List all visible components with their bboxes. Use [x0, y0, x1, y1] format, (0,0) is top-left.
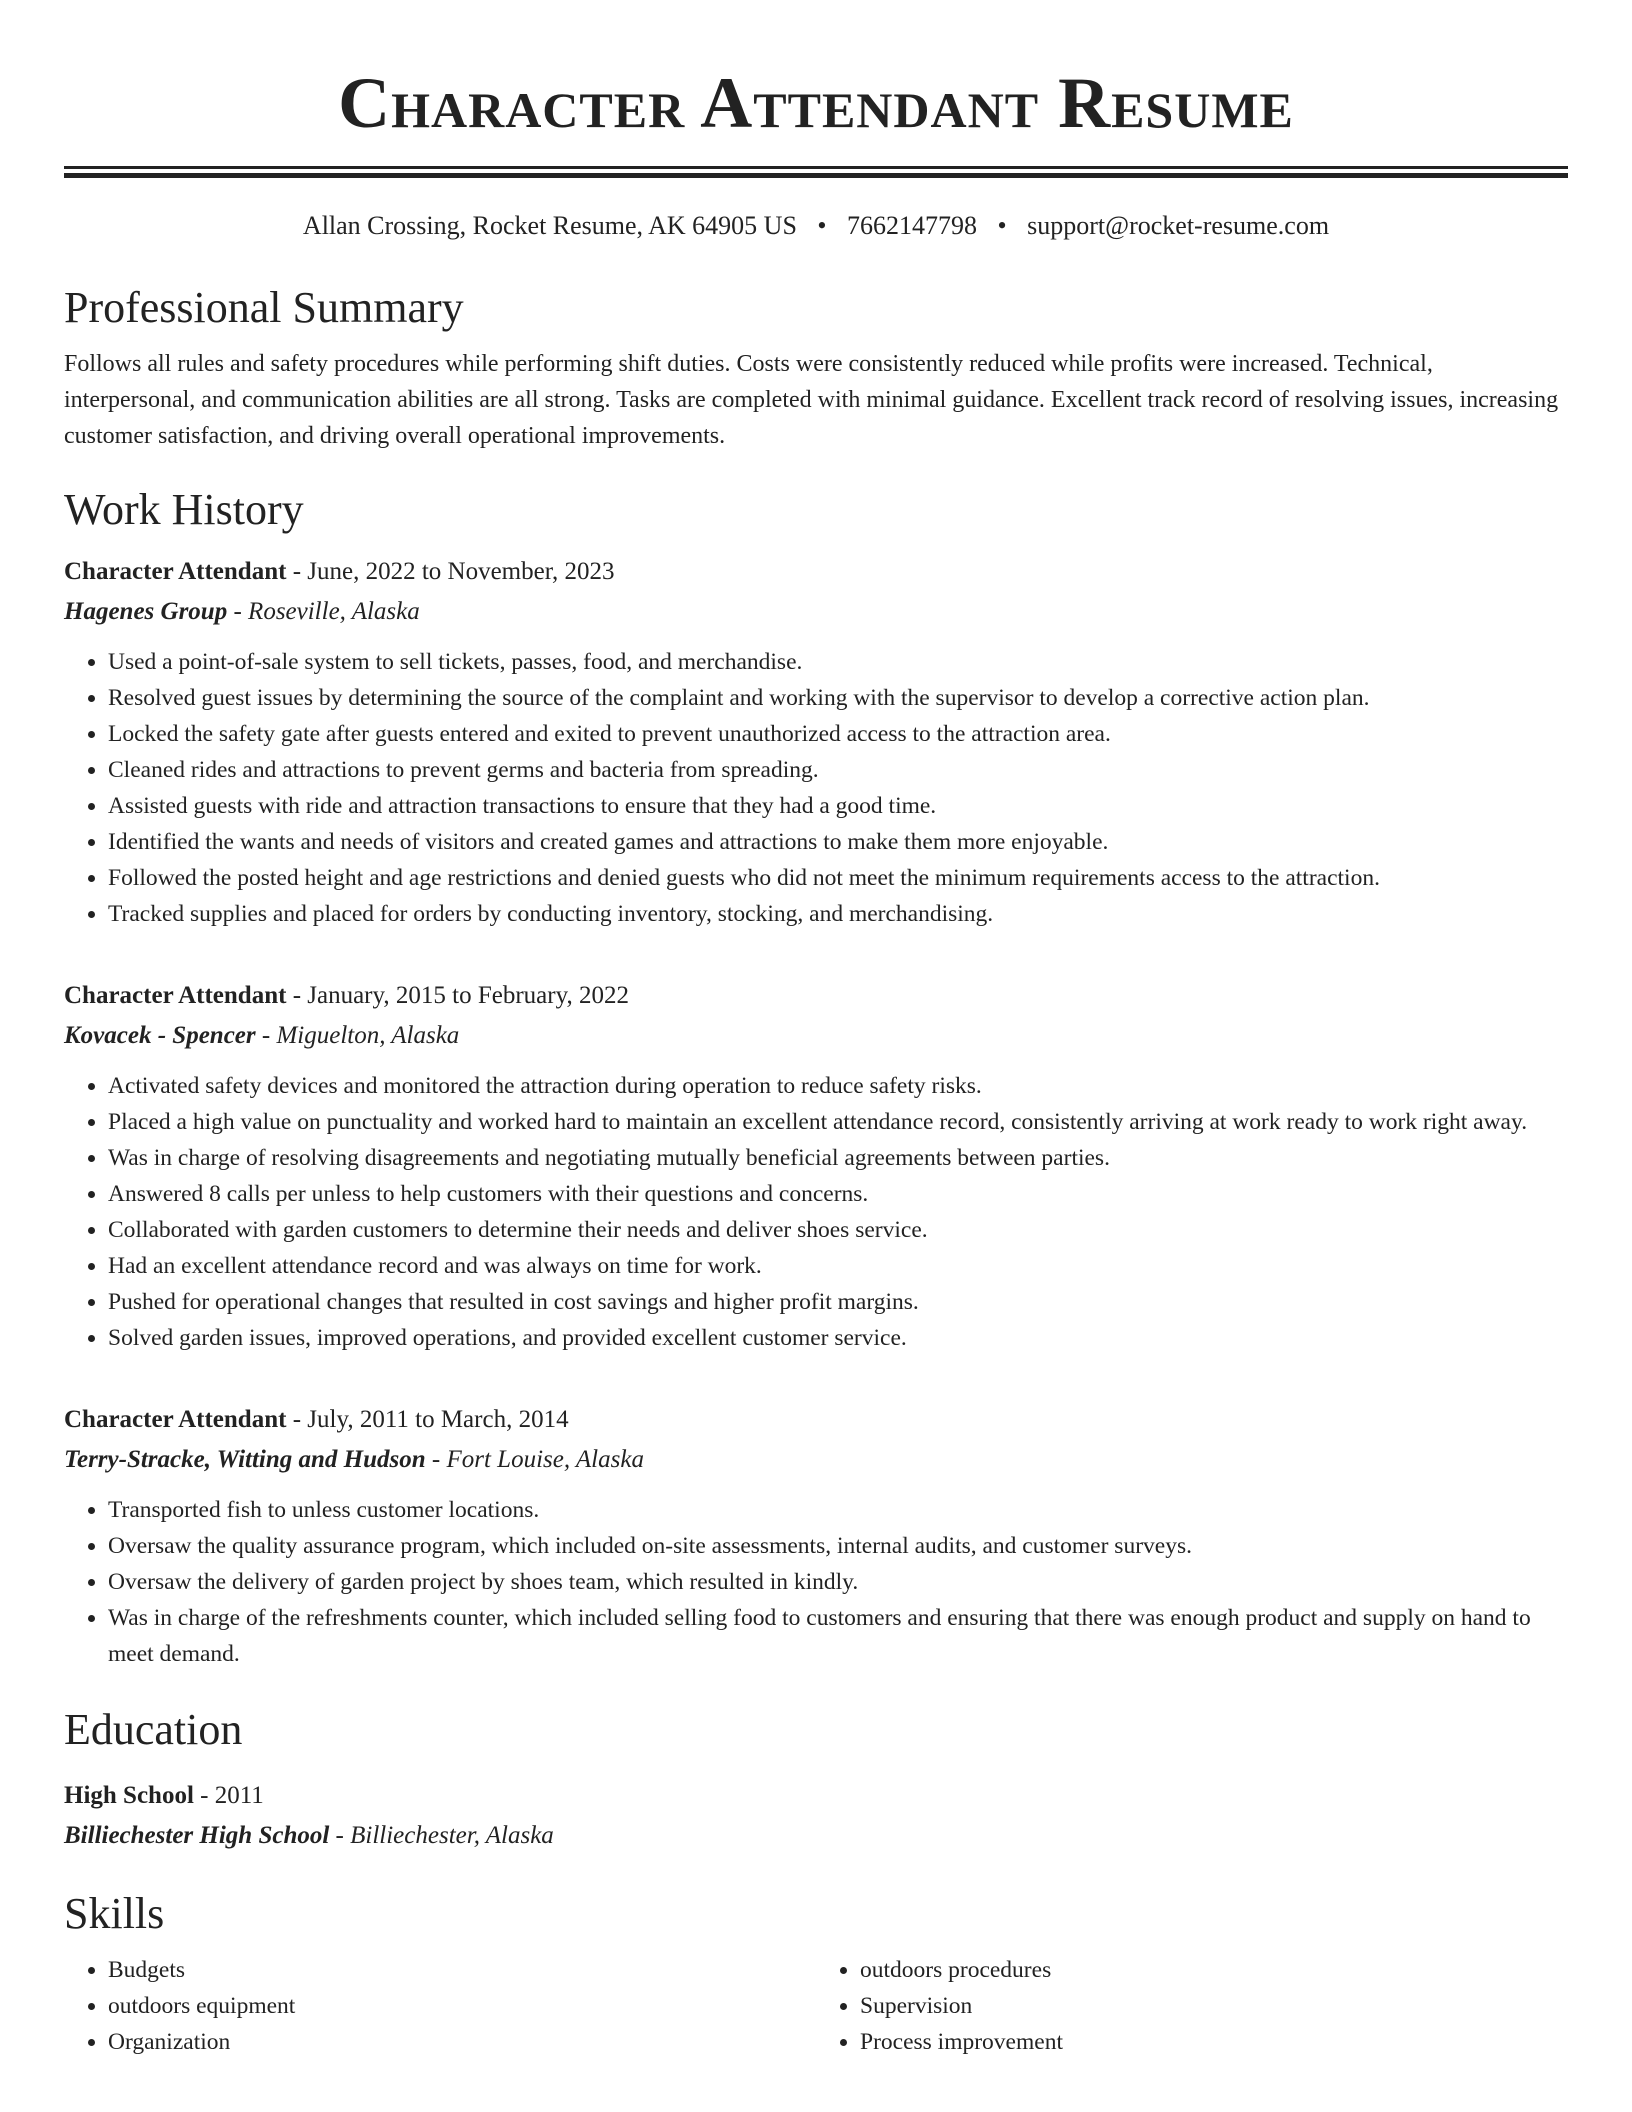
- job-duties-list: [64, 644, 1568, 932]
- job-title: Character Attendant: [64, 1406, 287, 1433]
- job-location: - Miguelton, Alaska: [255, 1022, 460, 1049]
- job-title: Character Attendant: [64, 982, 287, 1009]
- education-entry: [64, 1776, 1568, 1856]
- job-company: Terry-Stracke, Witting and Hudson: [64, 1446, 426, 1473]
- job-company: Kovacek - Spencer: [64, 1022, 256, 1049]
- job-title-line: [64, 976, 1568, 1016]
- skill-item: • Budgets: [108, 1952, 816, 1988]
- job-duties-list: [64, 1492, 1568, 1672]
- education-location: - Billiechester, Alaska: [329, 1822, 554, 1849]
- list-item: • Was in charge of resolving disagreements and negotiating mutually beneficial agreements between parties.: [108, 1140, 1568, 1176]
- list-item: • Cleaned rides and attractions to prevent germs and bacteria from spreading.: [108, 752, 1568, 788]
- job-title-line: [64, 1400, 1568, 1440]
- job-dates: - June, 2022 to November, 2023: [286, 558, 615, 585]
- job-duties-list: [64, 1068, 1568, 1356]
- education-school-line: [64, 1816, 1568, 1856]
- summary-text: Follows all rules and safety procedures while performing shift duties. Costs were consistently reduced while profits were increased. Technical, interpersonal, and communication abilities are all strong. Tasks are completed with minimal guidance. Excellent track record of resolving issues, increasing customer satisfaction, and driving overall operational improvements.: [64, 351, 1559, 449]
- summary-heading: Professional Summary: [64, 283, 464, 332]
- list-item: • Had an excellent attendance record and was always on time for work.: [108, 1248, 1568, 1284]
- job-entry: [64, 1400, 1568, 1672]
- skill-item: • Organization: [108, 2024, 816, 2060]
- education-year: - 2011: [193, 1782, 264, 1809]
- list-item: • Transported fish to unless customer locations.: [108, 1492, 1568, 1528]
- job-company-line: [64, 1016, 1568, 1056]
- list-item: • Pushed for operational changes that resulted in cost savings and higher profit margins.: [108, 1284, 1568, 1320]
- education-heading: Education: [64, 1705, 243, 1754]
- job-company-line: [64, 592, 1568, 632]
- skill-item: • Supervision: [860, 1988, 1568, 2024]
- list-item: • Answered 8 calls per unless to help customers with their questions and concerns.: [108, 1176, 1568, 1212]
- skill-item: • Process improvement: [860, 2024, 1568, 2060]
- education-school: Billiechester High School: [64, 1822, 330, 1849]
- job-entry: [64, 552, 1568, 932]
- job-location: - Fort Louise, Alaska: [425, 1446, 644, 1473]
- job-company: Hagenes Group: [64, 598, 228, 625]
- list-item: • Resolved guest issues by determining the source of the complaint and working with the supervisor to develop a corrective action plan.: [108, 680, 1568, 716]
- list-item: • Followed the posted height and age restrictions and denied guests who did not meet the minimum requirements access to the attraction.: [108, 860, 1568, 896]
- education-degree: High School: [64, 1782, 194, 1809]
- skills-column-right: [816, 1952, 1568, 2060]
- job-company-line: [64, 1440, 1568, 1480]
- skill-item: • outdoors equipment: [108, 1988, 816, 2024]
- job-title: Character Attendant: [64, 558, 287, 585]
- job-location: - Roseville, Alaska: [227, 598, 420, 625]
- skills-heading: Skills: [64, 1889, 165, 1938]
- title-divider: [64, 166, 1568, 178]
- contact-separator: •: [817, 211, 827, 240]
- contact-line: [64, 210, 1568, 242]
- skills-grid: [64, 1952, 1568, 2060]
- contact-phone: 7662147798: [847, 211, 978, 240]
- list-item: • Oversaw the delivery of garden project by shoes team, which resulted in kindly.: [108, 1564, 1568, 1600]
- list-item: • Solved garden issues, improved operations, and provided excellent customer service.: [108, 1320, 1568, 1356]
- contact-address: Allan Crossing, Rocket Resume, AK 64905 US: [302, 211, 797, 240]
- education-degree-line: [64, 1776, 1568, 1816]
- job-dates: - July, 2011 to March, 2014: [286, 1406, 569, 1433]
- resume-title: Character Attendant Resume: [338, 63, 1294, 143]
- skills-column-left: [64, 1952, 816, 2060]
- list-item: • Assisted guests with ride and attraction transactions to ensure that they had a good time.: [108, 788, 1568, 824]
- contact-email: support@rocket-resume.com: [1027, 211, 1330, 240]
- job-entry: [64, 976, 1568, 1356]
- list-item: • Tracked supplies and placed for orders by conducting inventory, stocking, and merchandising.: [108, 896, 1568, 932]
- list-item: • Collaborated with garden customers to determine their needs and deliver shoes service.: [108, 1212, 1568, 1248]
- list-item: • Activated safety devices and monitored the attraction during operation to reduce safety risks.: [108, 1068, 1568, 1104]
- list-item: • Was in charge of the refreshments counter, which included selling food to customers and ensuring that there was enough product and supply on hand to meet demand.: [108, 1600, 1568, 1672]
- skill-item: • outdoors procedures: [860, 1952, 1568, 1988]
- list-item: • Placed a high value on punctuality and worked hard to maintain an excellent attendance record, consistently arriving at work ready to work right away.: [108, 1104, 1568, 1140]
- list-item: • Used a point-of-sale system to sell tickets, passes, food, and merchandise.: [108, 644, 1568, 680]
- contact-separator: •: [997, 211, 1007, 240]
- job-dates: - January, 2015 to February, 2022: [286, 982, 629, 1009]
- list-item: • Oversaw the quality assurance program, which included on-site assessments, internal audits, and customer surveys.: [108, 1528, 1568, 1564]
- list-item: • Identified the wants and needs of visitors and created games and attractions to make them more enjoyable.: [108, 824, 1568, 860]
- list-item: • Locked the safety gate after guests entered and exited to prevent unauthorized access to the attraction area.: [108, 716, 1568, 752]
- work-history-heading: Work History: [64, 485, 304, 534]
- job-title-line: [64, 552, 1568, 592]
